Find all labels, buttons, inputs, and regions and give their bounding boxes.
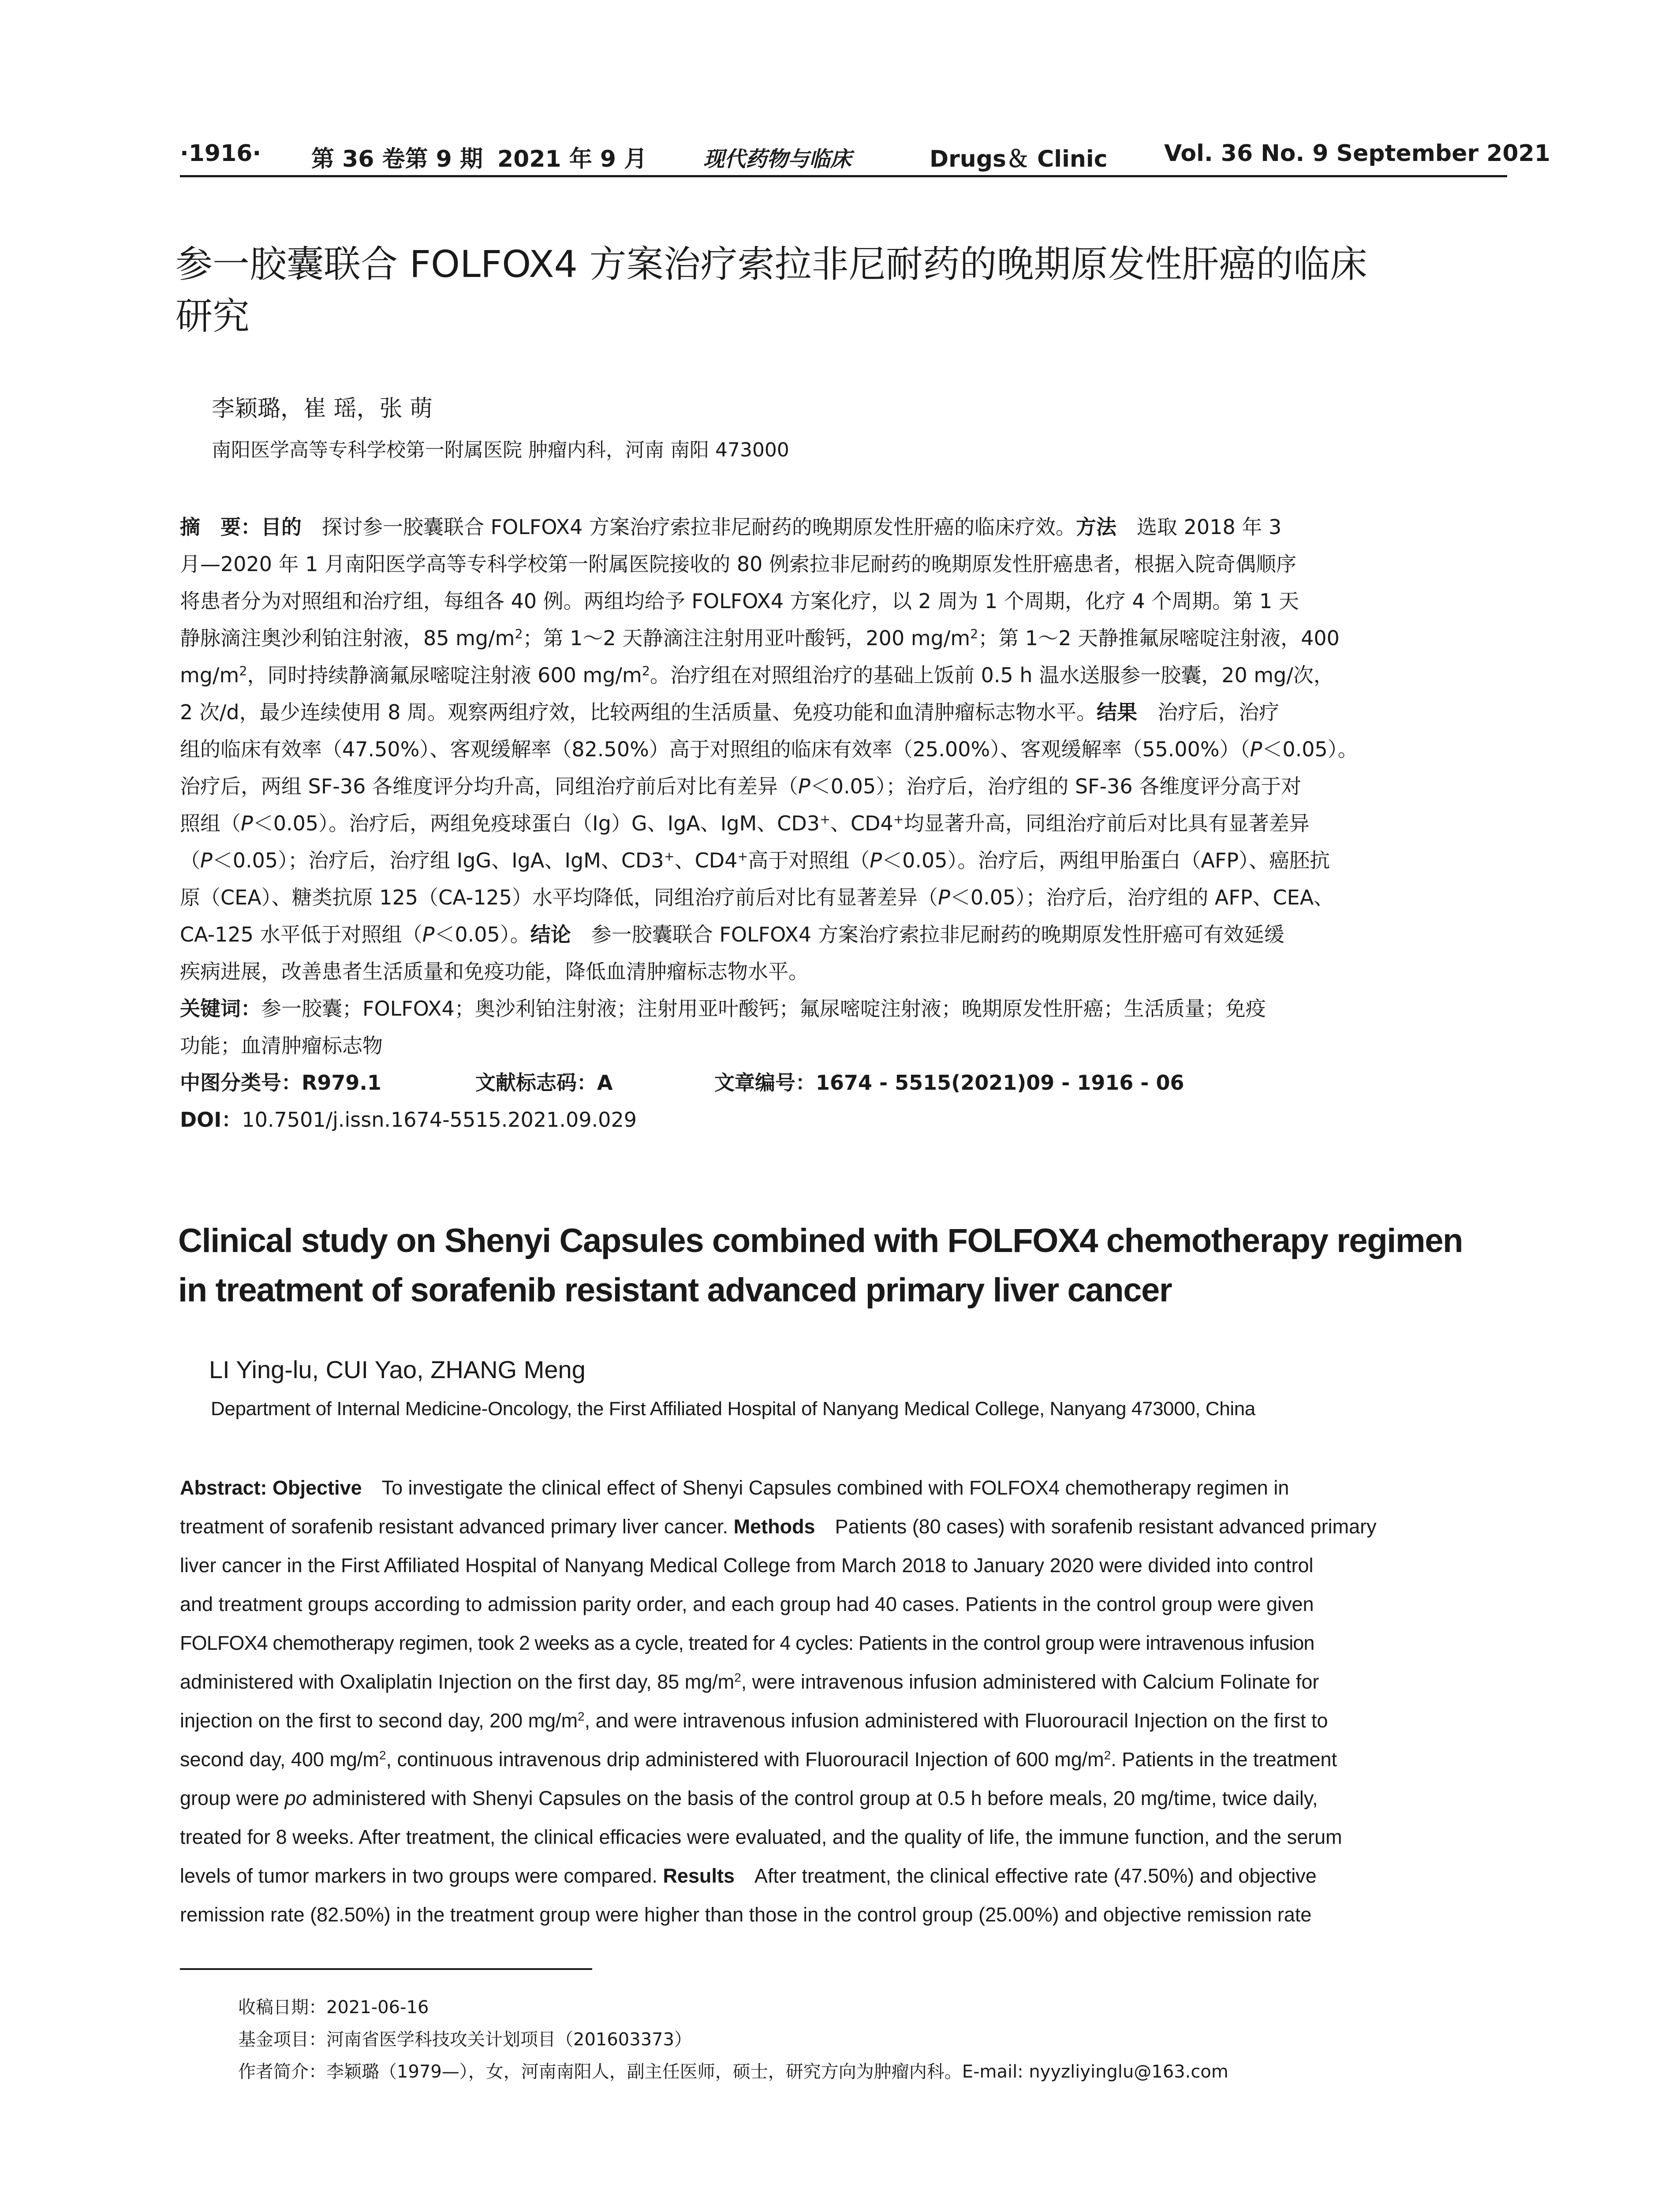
- abstract-text: 。治疗组在对照组治疗的基础上饭前 0.5 h 温水送服参一胶囊，20 mg/次，: [650, 663, 1334, 687]
- page-number: ·1916·: [180, 140, 261, 167]
- abstract-text: ；第 1～2 天静推氟尿嘧啶注射液，400: [978, 626, 1340, 650]
- abstract-text: CA-125 水平低于对照组（: [180, 923, 422, 946]
- abstract-label: 摘 要：: [180, 515, 261, 539]
- abstract-text: group were: [180, 1787, 285, 1809]
- issue-date-cn: 2021 年 9 月: [497, 146, 647, 172]
- abstract-text: ，同时持续静滴氟尿嘧啶注射液 600 mg/m: [247, 663, 642, 687]
- abstract-en-line: FOLFOX4 chemotherapy regimen, took 2 weeks as a cycle, treated for 4 cycles: Patients in the control group were intravenous infusion: [180, 1632, 1314, 1654]
- p-value-symbol: P: [241, 811, 253, 835]
- conclusion-label: 结论: [530, 923, 571, 946]
- title-cn-line2: 研究: [175, 295, 250, 338]
- abstract-text: 参一胶囊联合 FOLFOX4 方案治疗索拉非尼耐药的晚期原发性肝癌可有效延缓: [571, 923, 1284, 946]
- superscript: 2: [734, 1671, 741, 1685]
- title-en-line2: in treatment of sorafenib resistant advanced primary liver cancer: [178, 1271, 1172, 1309]
- abstract-en-line: liver cancer in the First Affiliated Hospital of Nanyang Medical College from March 2018 to January 2020 were divided into control: [180, 1554, 1314, 1577]
- abstract-cn-line: [180, 624, 1507, 652]
- p-value-symbol: P: [870, 848, 882, 872]
- results-label: Results: [663, 1865, 735, 1887]
- abstract-en-line: [180, 1745, 1507, 1774]
- abstract-text: To investigate the clinical effect of Shenyi Capsules combined with FOLFOX4 chemotherapy regimen in: [362, 1476, 1289, 1499]
- abstract-text: 照组（: [180, 811, 241, 835]
- methods-label: 方法: [1076, 515, 1117, 539]
- abstract-text: 原（CEA）、糖类抗原 125（CA-125）水平均降低，同组治疗前后对比有显著差异（: [180, 886, 938, 909]
- abstract-text: ＜0.05）；治疗后，治疗组的 SF-36 各维度评分高于对: [810, 774, 1302, 798]
- superscript: 2: [239, 664, 247, 679]
- footnote-received: 收稿日期：2021-06-16: [238, 1997, 429, 2018]
- clc-number: 中图分类号：R979.1: [180, 1071, 381, 1095]
- footnote-rule: [180, 1968, 592, 1970]
- abstract-text: 选取 2018 年 3: [1116, 515, 1282, 539]
- p-value-symbol: P: [1250, 737, 1262, 761]
- authors-cn: 李颖璐，崔 瑶，张 萌: [212, 396, 433, 422]
- document-code: 文献标志码：A: [475, 1071, 613, 1095]
- keywords-list: 参一胶囊；FOLFOX4；奥沙利铂注射液；注射用亚叶酸钙；氟尿嘧啶注射液；晚期原发性肝癌；生活质量；免疫: [261, 997, 1266, 1020]
- title-cn-line1: 参一胶囊联合 FOLFOX4 方案治疗索拉非尼耐药的晚期原发性肝癌的临床: [175, 243, 1367, 286]
- abstract-objective-label: Abstract: Objective: [180, 1476, 362, 1499]
- abstract-cn-line: 疾病进展，改善患者生活质量和免疫功能，降低血清肿瘤标志物水平。: [180, 960, 809, 983]
- abstract-cn-line: [180, 883, 1507, 912]
- abstract-text: 2 次/d，最少连续使用 8 周。观察两组疗效，比较两组的生活质量、免疫功能和血清肿瘤标志物水平。: [180, 700, 1097, 724]
- superscript: 2: [578, 1709, 585, 1723]
- abstract-text: , and were intravenous infusion administered with Fluorouracil Injection on the first to: [584, 1709, 1328, 1732]
- superscript: +: [664, 849, 675, 864]
- abstract-en-line: and treatment groups according to admission parity order, and each group had 40 cases. Patients in the control group were given: [180, 1593, 1314, 1615]
- abstract-text: , continuous intravenous drip administered with Fluorouracil Injection of 600 mg/m: [386, 1748, 1104, 1771]
- abstract-text: injection on the first to second day, 200 mg/m: [180, 1709, 578, 1732]
- authors-en: LI Ying-lu, CUI Yao, ZHANG Meng: [209, 1356, 586, 1383]
- abstract-text: administered with Shenyi Capsules on the basis of the control group at 0.5 h before meals, 20 mg/time, twice daily,: [306, 1787, 1318, 1809]
- abstract-cn-line: [180, 661, 1507, 689]
- abstract-text: ＜0.05）；治疗后，治疗组 IgG、IgA、IgM、CD3: [212, 848, 664, 872]
- abstract-cn-line: 将患者分为对照组和治疗组，每组各 40 例。两组均给予 FOLFOX4 方案化疗，以 2 周为 1 个周期，化疗 4 个周期。第 1 天: [180, 589, 1299, 613]
- p-value-symbol: P: [798, 774, 810, 798]
- abstract-text: ＜0.05）；治疗后，治疗组的 AFP、CEA、: [950, 886, 1334, 909]
- abstract-text-italic: po: [284, 1787, 307, 1809]
- abstract-en-line: [180, 1474, 1507, 1502]
- methods-label: Methods: [733, 1515, 815, 1538]
- abstract-text: 治疗后，治疗: [1137, 700, 1280, 724]
- p-value-symbol: P: [422, 923, 435, 946]
- abstract-text: 、CD4: [674, 848, 738, 872]
- classification-row: [180, 1069, 1507, 1097]
- article-number: 文章编号：1674 - 5515(2021)09 - 1916 - 06: [714, 1071, 1184, 1095]
- header-rule: [180, 175, 1507, 177]
- abstract-en-line: [180, 1668, 1507, 1696]
- abstract-en-line: remission rate (82.50%) in the treatment group were higher than those in the control group (25.00%) and objective remission rate: [180, 1903, 1312, 1926]
- abstract-text: ＜0.05）。: [434, 923, 530, 946]
- footnote-fund: 基金项目：河南省医学科技攻关计划项目（201603373）: [238, 2029, 692, 2050]
- abstract-text: Patients (80 cases) with sorafenib resistant advanced primary: [815, 1515, 1377, 1538]
- superscript: 2: [515, 627, 523, 642]
- journal-name-en: Drugs＆ Clinic: [930, 146, 1108, 172]
- objective-label: 目的: [261, 515, 302, 539]
- abstract-text: 、CD4: [830, 811, 893, 835]
- abstract-text: （: [180, 848, 200, 872]
- superscript: +: [820, 812, 830, 827]
- abstract-text: , were intravenous infusion administered with Calcium Folinate for: [741, 1671, 1319, 1693]
- abstract-text: ＜0.05）。治疗后，两组免疫球蛋白（Ig）G、IgA、IgM、CD3: [253, 811, 820, 835]
- abstract-cn-line: 月—2020 年 1 月南阳医学高等专科学校第一附属医院接收的 80 例索拉非尼耐药的晚期原发性肝癌患者，根据入院奇偶顺序: [180, 552, 1296, 576]
- abstract-en-line: [180, 1862, 1507, 1890]
- results-label: 结果: [1097, 700, 1138, 724]
- superscript: +: [893, 812, 904, 827]
- abstract-text: 高于对照组（: [748, 848, 870, 872]
- abstract-text: treatment of sorafenib resistant advanced primary liver cancer.: [180, 1515, 734, 1538]
- abstract-cn-line: [180, 772, 1507, 800]
- abstract-text: 组的临床有效率（47.50%）、客观缓解率（82.50%）高于对照组的临床有效率（25.00%）、客观缓解率（55.00%）（: [180, 737, 1250, 761]
- p-value-symbol: P: [200, 848, 213, 872]
- abstract-en-line: [180, 1513, 1507, 1541]
- abstract-text: levels of tumor markers in two groups were compared.: [180, 1865, 663, 1887]
- superscript: +: [737, 849, 748, 864]
- abstract-text: ＜0.05）。治疗后，两组甲胎蛋白（AFP）、癌胚抗: [882, 848, 1330, 872]
- abstract-en-line: [180, 1707, 1507, 1735]
- abstract-cn-line: [180, 809, 1507, 837]
- keywords-label: 关键词：: [180, 997, 261, 1020]
- abstract-cn-line: [180, 846, 1507, 875]
- affiliation-cn: 南阳医学高等专科学校第一附属医院 肿瘤内科，河南 南阳 473000: [212, 439, 789, 461]
- doi-label: DOI：: [180, 1108, 242, 1132]
- abstract-text: After treatment, the clinical effective rate (47.50%) and objective: [735, 1865, 1317, 1887]
- abstract-text: mg/m: [180, 663, 239, 687]
- abstract-text: . Patients in the treatment: [1111, 1748, 1337, 1771]
- footnote-author: 作者简介：李颖璐（1979—），女，河南南阳人，副主任医师，硕士，研究方向为肿瘤内科。E-mail: nyyzliyinglu@163.com: [238, 2062, 1228, 2082]
- abstract-cn-line: [180, 920, 1507, 949]
- journal-name-cn: 现代药物与临床: [703, 147, 852, 172]
- abstract-cn-line: [180, 513, 1507, 541]
- abstract-text: ；第 1～2 天静滴注注射用亚叶酸钙，200 mg/m: [523, 626, 971, 650]
- title-en: [178, 1216, 1463, 1315]
- superscript: 2: [970, 627, 978, 642]
- superscript: 2: [379, 1748, 386, 1762]
- volume-issue-en: Vol. 36 No. 9 September 2021: [1164, 140, 1550, 167]
- p-value-symbol: P: [938, 886, 950, 909]
- abstract-en-line: treated for 8 weeks. After treatment, the clinical efficacies were evaluated, and the quality of life, the immune function, and the serum: [180, 1826, 1342, 1848]
- affiliation-en: Department of Internal Medicine-Oncology, the First Affiliated Hospital of Nanyang Medical College, Nanyang 473000, China: [211, 1398, 1255, 1420]
- title-en-line1: Clinical study on Shenyi Capsules combined with FOLFOX4 chemotherapy regimen: [178, 1222, 1463, 1259]
- abstract-text: second day, 400 mg/m: [180, 1748, 379, 1771]
- title-cn: [175, 238, 1367, 342]
- keywords-cn: [180, 994, 1507, 1023]
- doi-value: 10.7501/j.issn.1674-5515.2021.09.029: [242, 1108, 637, 1132]
- abstract-cn-line: [180, 735, 1507, 763]
- volume-issue-cn: 第 36 卷第 9 期: [311, 146, 483, 172]
- abstract-text: 治疗后，两组 SF-36 各维度评分均升高，同组治疗前后对比有差异（: [180, 774, 799, 798]
- abstract-text: 静脉滴注奥沙利铂注射液，85 mg/m: [180, 626, 515, 650]
- abstract-cn-line: [180, 698, 1507, 726]
- abstract-en-line: [180, 1784, 1507, 1813]
- doi-row: [180, 1106, 1507, 1134]
- keywords-cn-cont: 功能；血清肿瘤标志物: [180, 1034, 383, 1058]
- superscript: 2: [642, 664, 650, 679]
- abstract-text: 探讨参一胶囊联合 FOLFOX4 方案治疗索拉非尼耐药的晚期原发性肝癌的临床疗效。: [302, 515, 1076, 539]
- superscript: 2: [1104, 1748, 1111, 1762]
- abstract-text: ＜0.05）。: [1262, 737, 1358, 761]
- abstract-text: 均显著升高，同组治疗前后对比具有显著差异: [903, 811, 1310, 835]
- abstract-text: administered with Oxaliplatin Injection on the first day, 85 mg/m: [180, 1671, 735, 1693]
